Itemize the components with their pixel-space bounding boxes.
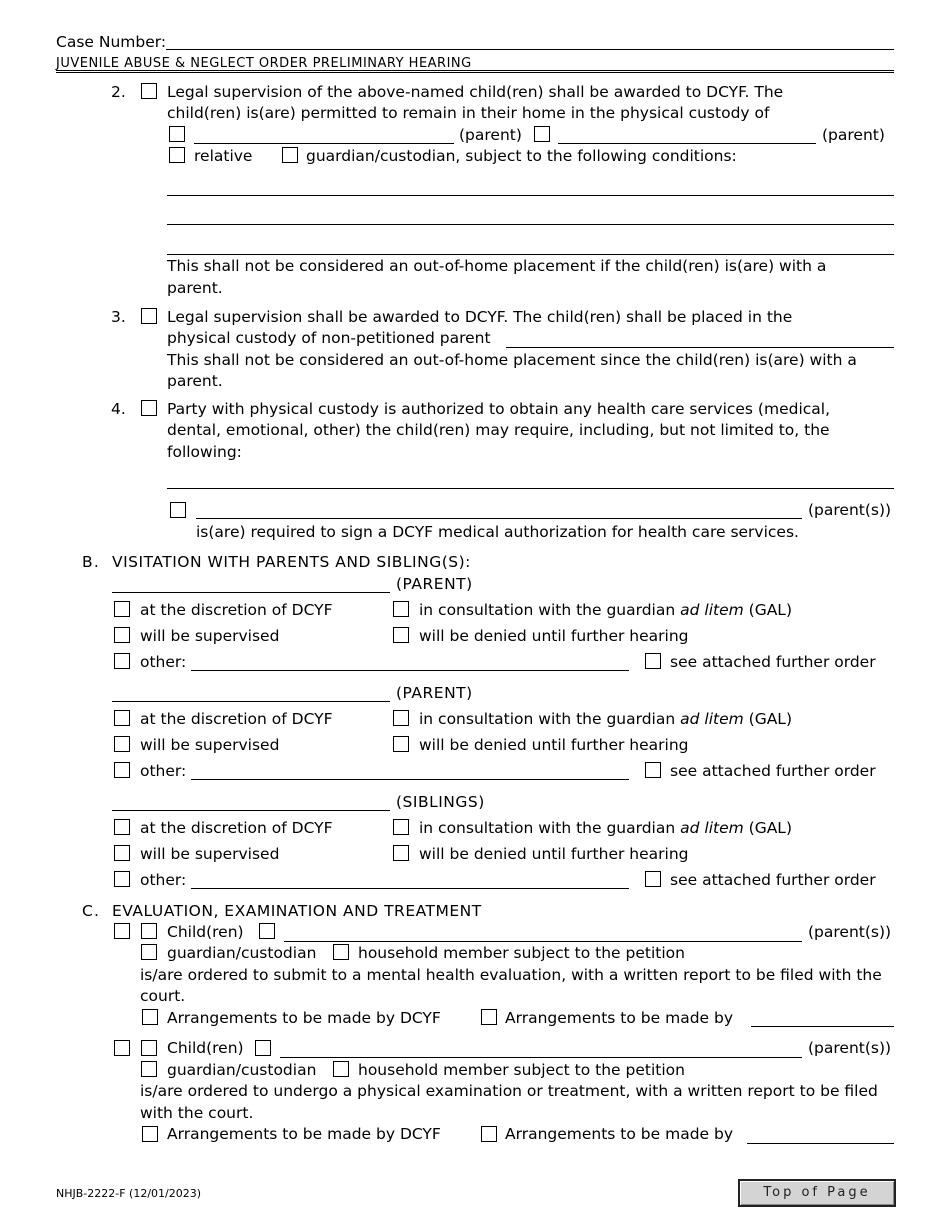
visit1-supervised-checkbox[interactable] [114,627,130,643]
visit2-supervised-checkbox[interactable] [114,736,130,752]
top-of-page-button[interactable]: Top of Page [738,1179,896,1207]
visit2-other-checkbox[interactable] [114,762,130,778]
visit2-denied-label: will be denied until further hearing [419,736,689,754]
visit1-supervised-label: will be supervised [140,627,280,645]
visit1-attached-label: see attached further order [670,653,876,671]
form-id: NHJB-2222-F (12/01/2023) [56,1187,202,1200]
header-divider-2 [56,72,894,73]
item2-conditions-line1[interactable] [167,195,894,196]
exam-parents-checkbox[interactable] [255,1040,271,1056]
exam-arr-by-checkbox[interactable] [481,1126,497,1142]
item4-text-line3: following: [167,443,242,461]
exam-parents-field[interactable] [280,1057,802,1058]
item4-services-field[interactable] [167,488,894,489]
visit-parent2-label: (PARENT) [396,684,473,702]
visit3-other-field[interactable] [191,888,629,889]
visit1-discretion-checkbox[interactable] [114,601,130,617]
section-c-letter: C. [82,902,101,920]
eval-guardian-checkbox[interactable] [141,944,157,960]
visit1-consult-checkbox[interactable] [393,601,409,617]
item2-number: 2. [111,83,126,101]
item2-parent1-field[interactable] [194,143,454,144]
eval-children-checkbox[interactable] [141,923,157,939]
item2-relative-checkbox[interactable] [169,147,185,163]
exam-guardian-checkbox[interactable] [141,1061,157,1077]
visit3-supervised-checkbox[interactable] [114,845,130,861]
item3-parent-field[interactable] [506,347,894,348]
item2-text-line2: child(ren) is(are) permitted to remain in their home in the physical custody of [167,104,770,122]
visit3-consult-checkbox[interactable] [393,819,409,835]
eval-parents-checkbox[interactable] [259,923,275,939]
visit-parent1-name-field[interactable] [112,592,390,593]
section-b-letter: B. [82,553,100,571]
item4-number: 4. [111,400,126,418]
visit3-supervised-label: will be supervised [140,845,280,863]
eval-parents-field[interactable] [284,941,802,942]
visit3-denied-checkbox[interactable] [393,845,409,861]
item3-text-line2: physical custody of non-petitioned parent [167,329,491,347]
exam-text-line2: with the court. [140,1104,254,1122]
item2-parent2-field[interactable] [558,143,816,144]
visit1-other-checkbox[interactable] [114,653,130,669]
visit-siblings-label: (SIBLINGS) [396,793,485,811]
visit-parent1-label: (PARENT) [396,575,473,593]
eval-household-label: household member subject to the petition [358,944,685,962]
visit2-discretion-label: at the discretion of DCYF [140,710,333,728]
item2-parent1-label: (parent) [459,126,522,144]
visit-parent2-name-field[interactable] [112,701,390,702]
item2-note-line2: parent. [167,279,223,297]
eval-arr-by-field[interactable] [751,1026,894,1027]
visit1-attached-checkbox[interactable] [645,653,661,669]
section-c-title: EVALUATION, EXAMINATION AND TREATMENT [112,902,482,920]
eval-arr-by-checkbox[interactable] [481,1009,497,1025]
item4-text-line2: dental, emotional, other) the child(ren) may require, including, but not limited to, the [167,421,830,439]
case-number-field[interactable] [166,49,894,50]
visit1-other-field[interactable] [191,670,629,671]
item2-parent2-checkbox[interactable] [534,126,550,142]
visit2-denied-checkbox[interactable] [393,736,409,752]
visit2-consult-checkbox[interactable] [393,710,409,726]
exam-arr-dcyf-checkbox[interactable] [142,1126,158,1142]
visit2-consult-label: in consultation with the guardian ad litem (GAL) [419,710,792,728]
exam-children-label: Child(ren) [167,1039,244,1057]
item2-note-line1: This shall not be considered an out-of-home placement if the child(ren) is(are) with a [167,257,827,275]
visit1-discretion-label: at the discretion of DCYF [140,601,333,619]
item2-text-line1: Legal supervision of the above-named child(ren) shall be awarded to DCYF. The [167,83,784,101]
header-divider [56,70,894,71]
visit2-other-field[interactable] [191,779,629,780]
eval-text-line1: is/are ordered to submit to a mental health evaluation, with a written report to be filed with the [140,966,882,984]
exam-checkbox[interactable] [114,1040,130,1056]
visit1-denied-label: will be denied until further hearing [419,627,689,645]
visit1-consult-label: in consultation with the guardian ad litem (GAL) [419,601,792,619]
eval-household-checkbox[interactable] [333,944,349,960]
item2-relative-label: relative [194,147,253,165]
item2-checkbox[interactable] [141,83,157,99]
exam-parents-label: (parent(s)) [808,1039,892,1057]
exam-guardian-label: guardian/custodian [167,1061,317,1079]
eval-children-label: Child(ren) [167,923,244,941]
visit3-denied-label: will be denied until further hearing [419,845,689,863]
eval-arr-dcyf-checkbox[interactable] [142,1009,158,1025]
exam-arr-by-label: Arrangements to be made by [505,1125,734,1143]
item2-parent1-checkbox[interactable] [169,126,185,142]
eval-arr-dcyf-label: Arrangements to be made by DCYF [167,1009,441,1027]
item3-note-line1: This shall not be considered an out-of-home placement since the child(ren) is(are) with a [167,351,857,369]
visit3-other-label: other: [140,871,187,889]
section-b-title: VISITATION WITH PARENTS AND SIBLING(S): [112,553,471,571]
visit2-attached-label: see attached further order [670,762,876,780]
item3-note-line2: parent. [167,372,223,390]
exam-household-label: household member subject to the petition [358,1061,685,1079]
case-number-label: Case Number: [56,33,167,51]
visit3-attached-label: see attached further order [670,871,876,889]
item4-parents-field[interactable] [196,518,802,519]
visit3-discretion-checkbox[interactable] [114,819,130,835]
visit-siblings-name-field[interactable] [112,810,390,811]
visit1-denied-checkbox[interactable] [393,627,409,643]
item4-parents-checkbox[interactable] [170,502,186,518]
visit1-other-label: other: [140,653,187,671]
exam-text-line1: is/are ordered to undergo a physical examination or treatment, with a written report to be filed [140,1082,878,1100]
form-title: JUVENILE ABUSE & NEGLECT ORDER PRELIMINARY HEARING [56,56,472,71]
visit2-attached-checkbox[interactable] [645,762,661,778]
eval-checkbox[interactable] [114,923,130,939]
item4-text-line1: Party with physical custody is authorized to obtain any health care services (medical, [167,400,831,418]
item3-checkbox[interactable] [141,308,157,324]
item4-parents-label: (parent(s)) [808,501,892,519]
visit2-other-label: other: [140,762,187,780]
eval-parents-label: (parent(s)) [808,923,892,941]
exam-arr-dcyf-label: Arrangements to be made by DCYF [167,1125,441,1143]
item4-checkbox[interactable] [141,400,157,416]
item2-guardian-checkbox[interactable] [282,147,298,163]
eval-text-line2: court. [140,987,186,1005]
eval-guardian-label: guardian/custodian [167,944,317,962]
item3-number: 3. [111,308,126,326]
visit2-supervised-label: will be supervised [140,736,280,754]
item2-conditions-line2[interactable] [167,224,894,225]
item4-sign-text: is(are) required to sign a DCYF medical authorization for health care services. [196,523,799,541]
exam-arr-by-field[interactable] [747,1143,894,1144]
visit2-discretion-checkbox[interactable] [114,710,130,726]
item3-text-line1: Legal supervision shall be awarded to DCYF. The child(ren) shall be placed in the [167,308,793,326]
eval-arr-by-label: Arrangements to be made by [505,1009,734,1027]
visit3-attached-checkbox[interactable] [645,871,661,887]
item2-guardian-label: guardian/custodian, subject to the following conditions: [306,147,737,165]
exam-household-checkbox[interactable] [333,1061,349,1077]
visit3-consult-label: in consultation with the guardian ad litem (GAL) [419,819,792,837]
visit3-other-checkbox[interactable] [114,871,130,887]
visit3-discretion-label: at the discretion of DCYF [140,819,333,837]
item2-parent2-label: (parent) [822,126,885,144]
item2-conditions-line3[interactable] [167,254,894,255]
exam-children-checkbox[interactable] [141,1040,157,1056]
